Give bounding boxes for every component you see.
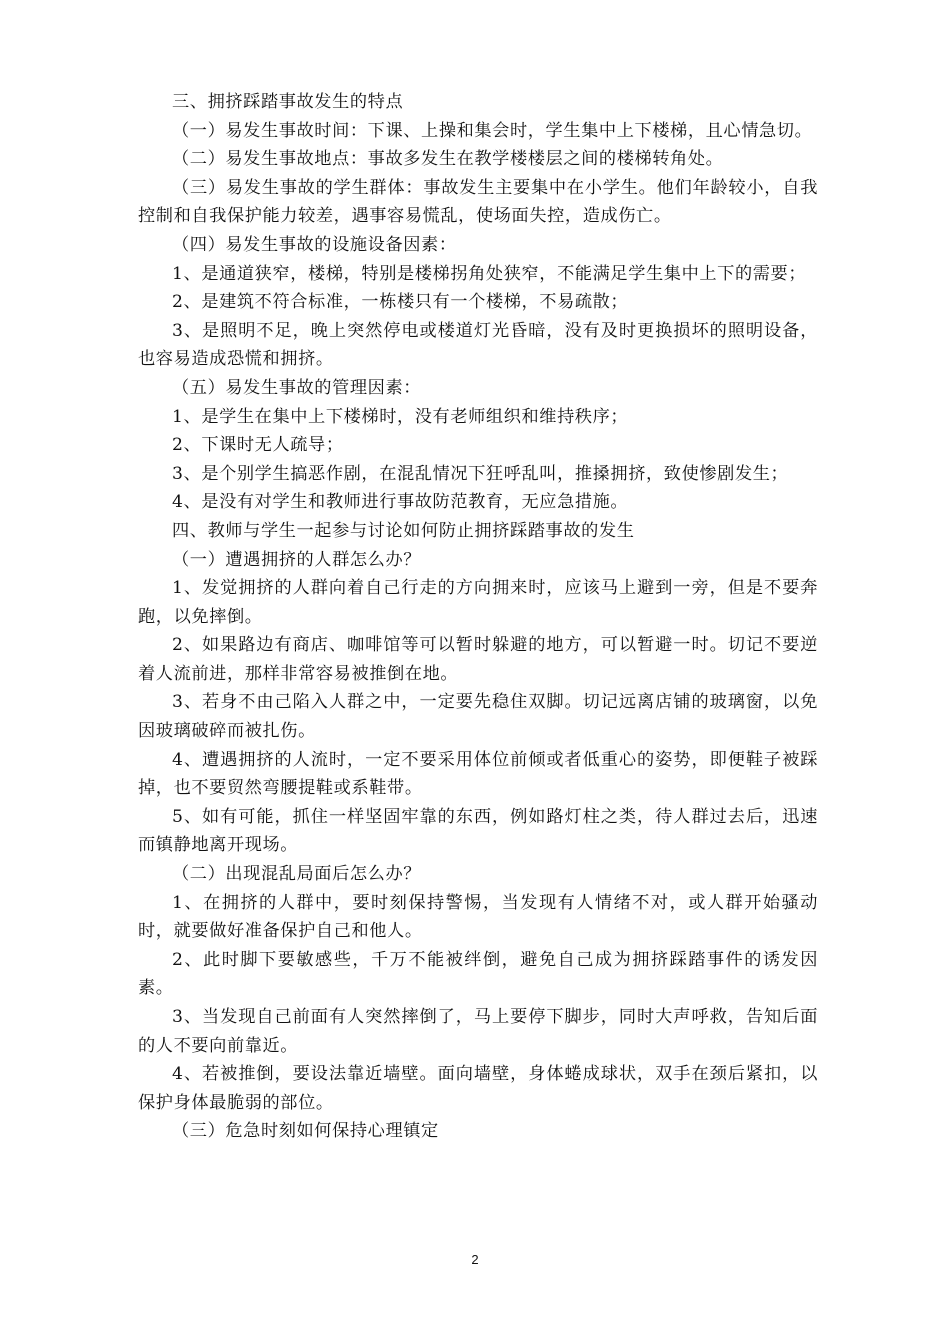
- list-item: 4、若被推倒，要设法靠近墙壁。面向墙壁，身体蜷成球状，双手在颈后紧扣，以保护身体最脆弱的部位。: [138, 1064, 818, 1113]
- list-item: 1、是学生在集中上下楼梯时，没有老师组织和维持秩序；: [172, 406, 629, 427]
- list-item: 4、遭遇拥挤的人流时，一定不要采用体位前倾或者低重心的姿势，即便鞋子被踩掉，也不要贸然弯腰提鞋或系鞋带。: [138, 749, 818, 799]
- list-item: 2、如果路边有商店、咖啡馆等可以暂时躲避的地方，可以暂避一时。切记不要逆着人流前进，那样非常容易被推倒在地。: [138, 635, 818, 684]
- list-item: 1、发觉拥挤的人群向着自己行走的方向拥来时，应该马上避到一旁，但是不要奔跑，以免摔倒。: [138, 578, 818, 627]
- subheading-management: （五）易发生事故的管理因素：: [172, 377, 422, 398]
- list-item: 5、如有可能，抓住一样坚固牢靠的东西，例如路灯柱之类，待人群过去后，迅速而镇静地离开现场。: [138, 806, 818, 856]
- subheading-chaos: （二）出现混乱局面后怎么办？: [172, 864, 422, 885]
- list-item: 2、是建筑不符合标准，一栋楼只有一个楼梯，不易疏散；: [172, 292, 629, 313]
- heading-section-4: 四、教师与学生一起参与讨论如何防止拥挤踩踏事故的发生: [172, 520, 635, 541]
- paragraph-time: （一）易发生事故时间：下课、上操和集会时，学生集中上下楼梯，且心情急切。: [172, 120, 813, 141]
- list-item: 4、是没有对学生和教师进行事故防范教育，无应急措施。: [172, 492, 629, 513]
- list-item: 3、若身不由己陷入人群之中，一定要先稳住双脚。切记远离店铺的玻璃窗，以免因玻璃破碎而被扎伤。: [138, 692, 818, 742]
- heading-section-3: 三、拥挤踩踏事故发生的特点: [172, 92, 404, 112]
- list-item: 2、下课时无人疏导；: [172, 435, 344, 456]
- list-item: 3、是个别学生搞恶作剧，在混乱情况下狂呼乱叫，推搡拥挤，致使惨剧发生；: [172, 463, 789, 484]
- paragraph-location: （二）易发生事故地点：事故多发生在教学楼楼层之间的楼梯转角处。: [172, 149, 724, 170]
- list-item: 3、是照明不足，晚上突然停电或楼道灯光昏暗，没有及时更换损坏的照明设备，也容易造成恐慌和拥挤。: [138, 320, 818, 370]
- subheading-facilities: （四）易发生事故的设施设备因素：: [172, 234, 457, 255]
- list-item: 3、当发现自己前面有人突然摔倒了，马上要停下脚步，同时大声呼救，告知后面的人不要向前靠近。: [138, 1007, 818, 1056]
- list-item: 1、是通道狭窄，楼梯，特别是楼梯拐角处狭窄，不能满足学生集中上下的需要；: [172, 263, 807, 284]
- subheading-crowd: （一）遭遇拥挤的人群怎么办？: [172, 549, 422, 570]
- paragraph-group: （三）易发生事故的学生群体：事故发生主要集中在小学生。他们年龄较小，自我控制和自我保护能力较差，遇事容易慌乱，使场面失控，造成伤亡。: [138, 177, 818, 227]
- document-body: [138, 88, 818, 1146]
- list-item: 1、在拥挤的人群中，要时刻保持警惕，当发现有人情绪不对，或人群开始骚动时，就要做好准备保护自己和他人。: [138, 892, 818, 942]
- page-number: 2: [471, 1252, 479, 1267]
- list-item: 2、此时脚下要敏感些，千万不能被绊倒，避免自己成为拥挤踩踏事件的诱发因素。: [138, 949, 818, 999]
- subheading-calm: （三）危急时刻如何保持心理镇定: [172, 1121, 439, 1142]
